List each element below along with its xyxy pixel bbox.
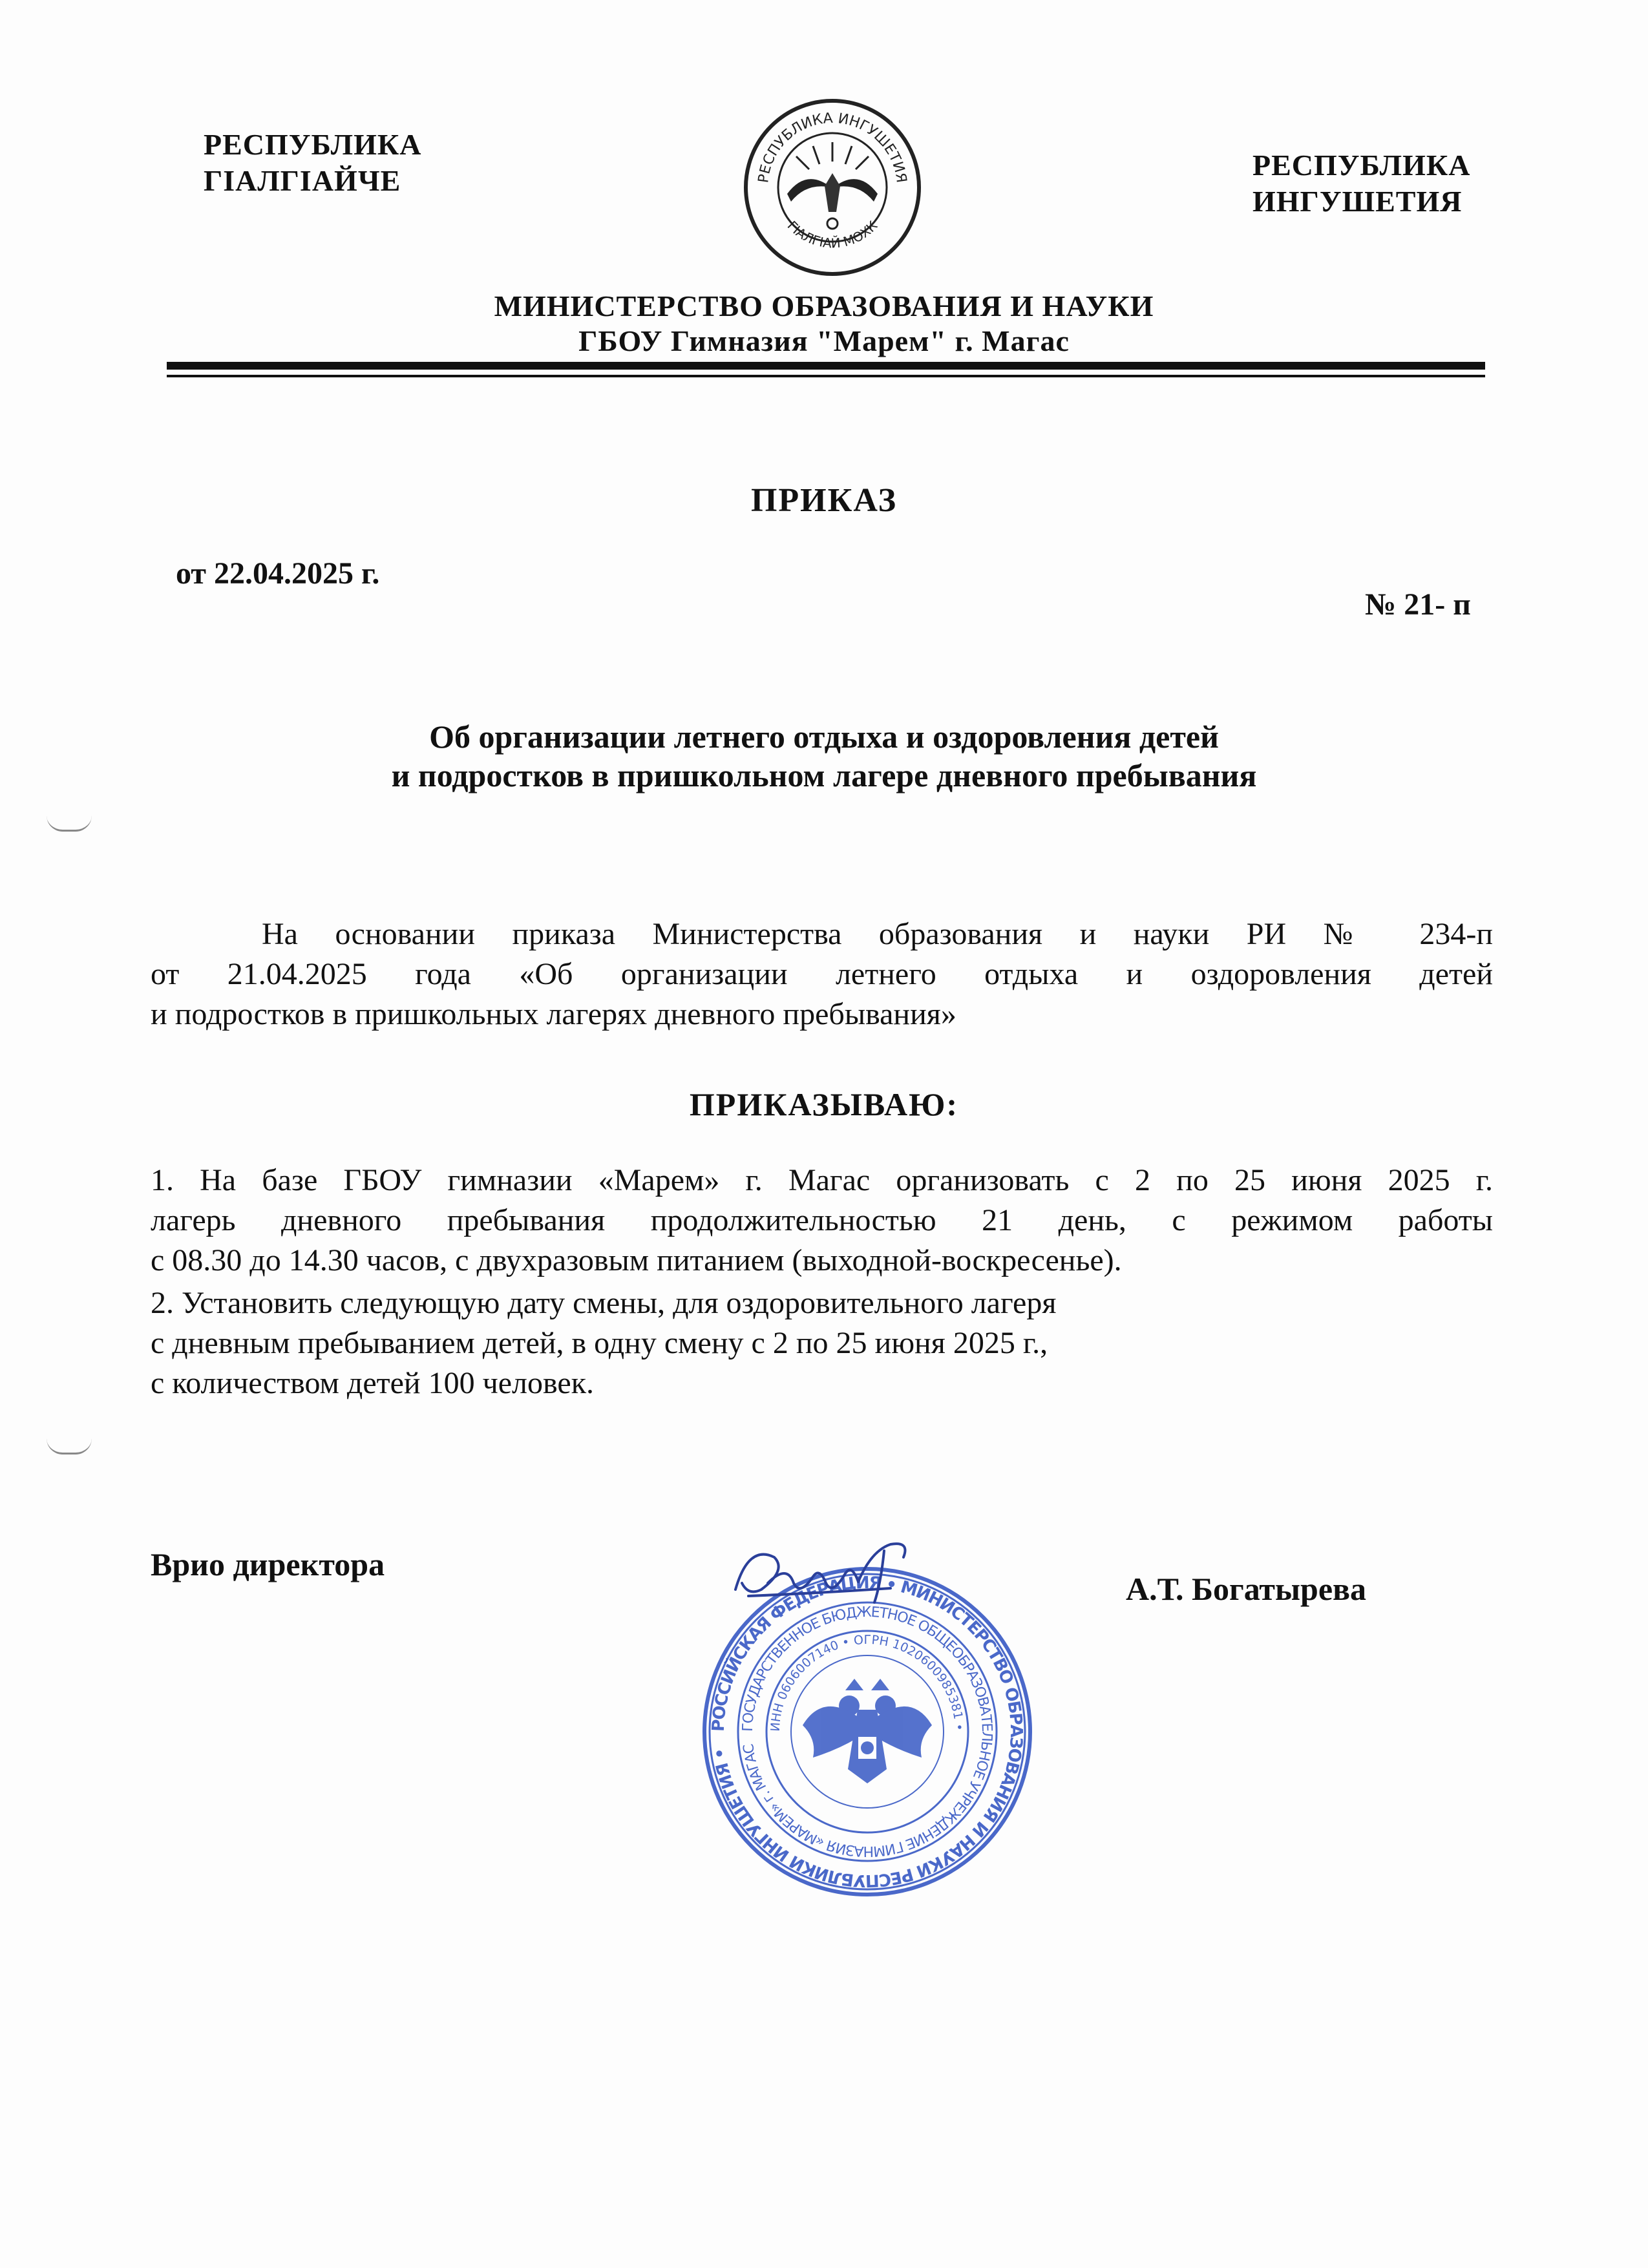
svg-text:РОССИЙСКАЯ ФЕДЕРАЦИЯ • МИНИСТЕ: РОССИЙСКАЯ ФЕДЕРАЦИЯ • МИНИСТЕРСТВО ОБРАЗОВАНИЯ И НАУКИ РЕСПУБЛИКИ ИНГУШЕТИЯ • <box>708 1573 1026 1891</box>
svg-text:ИНН 0606007140 • ОГРН 10206009: ИНН 0606007140 • ОГРН 1020600985381 • <box>768 1632 967 1732</box>
basis-line3: и подростков в пришкольных лагерях дневного пребывания» <box>151 997 956 1031</box>
header-left-line2: ГIАЛГIАЙЧЕ <box>204 164 401 197</box>
header-right-line2: ИНГУШЕТИЯ <box>1252 185 1463 218</box>
svg-text:ГОСУДАРСТВЕННОЕ БЮДЖЕТНОЕ ОБЩЕ: ГОСУДАРСТВЕННОЕ БЮДЖЕТНОЕ ОБЩЕОБРАЗОВАТЕЛЬНОЕ УЧРЕЖДЕНИЕ ГИМНАЗИЯ «МАРЕМ» г. МАГАС <box>739 1604 995 1860</box>
header-divider <box>167 362 1485 370</box>
basis-line2: от 21.04.2025 года «Об организации летнего отдыха и оздоровления детей <box>151 957 1493 991</box>
order-subject-line2: и подростков в пришкольном лагере дневного пребывания <box>391 757 1257 793</box>
svg-text:РЕСПУБЛИКА ИНГУШЕТИЯ: РЕСПУБЛИКА ИНГУШЕТИЯ <box>755 110 909 184</box>
header-right-line1: РЕСПУБЛИКА <box>1252 149 1471 182</box>
signer-position: Врио директора <box>151 1546 385 1582</box>
order-title: ПРИКАЗ <box>750 482 898 519</box>
item1-line2: лагерь дневного пребывания продолжительностью 21 день, с режимом работы <box>151 1203 1493 1237</box>
handwritten-signature <box>723 1531 916 1622</box>
header-divider-thin <box>167 375 1485 377</box>
basis-line1: На основании приказа Министерства образования и науки РИ № 234-п <box>262 917 1493 951</box>
hole-punch-mark <box>47 815 92 832</box>
republic-emblem-icon <box>742 97 923 278</box>
order-date: от 22.04.2025 г. <box>176 556 380 591</box>
hole-punch-mark <box>47 1438 92 1454</box>
item1-line3: с 08.30 до 14.30 часов, с двухразовым питанием (выходной-воскресенье). <box>151 1243 1122 1277</box>
header-left <box>204 127 421 199</box>
item2-line3: с количеством детей 100 человек. <box>151 1366 595 1400</box>
order-subject <box>0 717 1648 795</box>
ministry-title: МИНИСТЕРСТВО ОБРАЗОВАНИЯ И НАУКИ <box>494 289 1154 322</box>
item1-line1: 1. На базе ГБОУ гимназии «Марем» г. Магас организовать с 2 по 25 июня 2025 г. <box>151 1163 1493 1197</box>
school-name: ГБОУ Гимназия "Марем" г. Магас <box>578 324 1070 357</box>
order-word: ПРИКАЗЫВАЮ: <box>689 1086 959 1122</box>
header-left-line1: РЕСПУБЛИКА <box>204 128 422 161</box>
order-number: № 21- п <box>1365 587 1471 622</box>
order-subject-line1: Об организации летнего отдыха и оздоровления детей <box>429 719 1219 755</box>
header-right <box>1252 147 1470 220</box>
item2-line1: 2. Установить следующую дату смены, для оздоровительного лагеря <box>151 1286 1057 1320</box>
signer-name: А.Т. Богатырева <box>1126 1571 1367 1607</box>
svg-text:ГIАЛГIАЙ МОХК: ГIАЛГIАЙ МОХК <box>784 218 881 251</box>
item2-line2: с дневным пребыванием детей, в одну смену с 2 по 25 июня 2025 г., <box>151 1326 1048 1360</box>
